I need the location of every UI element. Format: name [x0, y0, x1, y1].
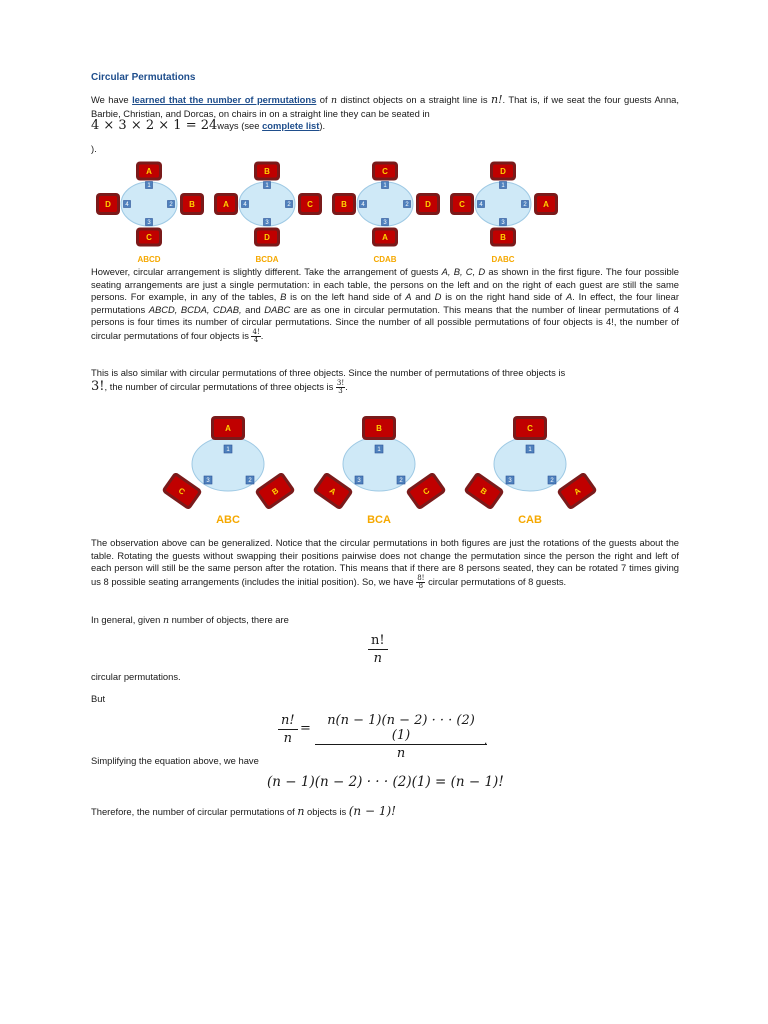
guest-chair [450, 193, 474, 215]
paragraph-circular-permutations: circular permutations. [91, 671, 181, 682]
paragraph-circular [91, 266, 679, 344]
math-n: n [331, 95, 338, 106]
paragraph-generalized [91, 537, 679, 590]
figure-three-seatings [150, 408, 610, 530]
seat-number: 2 [399, 478, 403, 485]
guest-chair [490, 228, 516, 247]
math-n: n [162, 615, 169, 626]
guest-letter: C [527, 424, 533, 433]
text: . [345, 380, 348, 392]
guest-letter: B [500, 233, 506, 242]
seat-number: 1 [265, 183, 269, 190]
text: objects is [304, 806, 349, 817]
formula-n-fact-over-n [368, 633, 388, 666]
frac-num: 4! [252, 327, 260, 336]
seat-number: 3 [265, 220, 269, 227]
guest-letter: B [376, 424, 382, 433]
text: are as one in circular permutation. This means that the number of linear permutations of 4 persons is four times its number of circular permutations. Since the number of all possible permutations of four objects is 4!, the number of circular permutations of four objects is [91, 303, 679, 341]
seat-number: 1 [377, 447, 381, 454]
seat-number: 1 [528, 447, 532, 454]
formula-lhs [278, 713, 298, 746]
formula-expansion [278, 713, 498, 761]
table-caption: CDAB [373, 255, 397, 264]
text: is on the right hand side of [441, 291, 566, 302]
guest-chair [534, 193, 558, 215]
table-caption: DABC [491, 255, 515, 264]
formula-period: . [484, 733, 488, 747]
rhs-den: n [396, 746, 406, 761]
paragraph-intro [91, 94, 679, 133]
guest-letter: C [459, 200, 465, 209]
seat-number: 3 [501, 220, 505, 227]
guest-chair [254, 228, 280, 247]
paragraph-but: But [91, 693, 106, 704]
text: B [280, 291, 287, 302]
guest-letter: D [105, 200, 111, 209]
guest-chair [332, 193, 356, 215]
math-result: (n − 1)! [348, 804, 396, 818]
text: A, B, C, D [441, 266, 486, 277]
frac-num: 8! [417, 573, 425, 582]
figure-four-seatings [90, 160, 570, 268]
guest-letter: D [500, 167, 506, 176]
text: ABCD, BCDA, CDAB, [148, 303, 242, 315]
text: A [565, 291, 573, 302]
text: number of objects, there are [168, 614, 289, 625]
frac-den: 3 [338, 386, 343, 395]
lhs-den: n [283, 731, 292, 746]
guest-letter: A [327, 486, 338, 497]
math-n: n [297, 805, 305, 818]
frac-num: 3! [336, 378, 345, 387]
guest-letter: C [307, 200, 313, 209]
seat-number: 3 [383, 220, 387, 227]
seat-number: 3 [147, 220, 151, 227]
text: ). [319, 120, 326, 131]
text: distinct objects on a straight line is [337, 94, 491, 105]
guest-chair [298, 193, 322, 215]
paragraph-three-objects [91, 367, 679, 395]
guest-letter: C [146, 233, 152, 242]
guest-letter: B [264, 167, 270, 176]
text: In general, given [91, 614, 163, 625]
guest-letter: A [146, 167, 152, 176]
frac-den: 4 [253, 335, 259, 344]
text: and [241, 303, 265, 315]
text: We have [91, 94, 133, 105]
guest-letter: B [189, 200, 195, 209]
seat-number: 4 [125, 202, 129, 209]
lhs-num: n! [278, 713, 298, 730]
guest-letter: A [382, 233, 388, 242]
guest-chair [556, 471, 598, 510]
guest-chair [96, 193, 120, 215]
guest-letter: B [478, 486, 489, 497]
seat-number: 2 [550, 478, 554, 485]
guest-chair [490, 162, 516, 181]
seat-number: 3 [508, 478, 512, 485]
guest-chair [254, 162, 280, 181]
guest-letter: A [572, 486, 583, 497]
seat-number: 3 [206, 478, 210, 485]
guest-chair [513, 416, 547, 440]
guest-letter: B [341, 200, 347, 209]
guest-letter: D [425, 200, 431, 209]
permutations-link[interactable]: learned that the number of permutations [132, 94, 317, 105]
guest-chair [214, 193, 238, 215]
guest-chair [254, 471, 296, 510]
complete-list-link[interactable]: complete list [262, 120, 320, 131]
seating-table [312, 416, 447, 526]
seat-number: 1 [501, 183, 505, 190]
seat-number: 2 [169, 202, 173, 209]
text: , the number of circular permutations of three objects is [104, 380, 336, 392]
equals-sign: = [300, 721, 311, 736]
seat-number: 1 [147, 183, 151, 190]
formula-rhs [315, 713, 487, 761]
text: The observation above can be generalized. Notice that the circular permutations in both figures are just the rotations of the guests about the table. Rotating the guests without swapping their positions pairwise does not change the permutation since the person the right and left of each person will still be the same person after the rotation. This means that if there are 8 persons seated, they can be rotated 7 times giving us 8 possible seating arrangements (includes the initial position). So, we have [91, 537, 679, 587]
rhs-num: n(n − 1)(n − 2) · · · (2)(1) [315, 713, 487, 745]
seating-table [96, 162, 204, 265]
guest-letter: C [176, 486, 187, 497]
text: DABC [264, 303, 291, 315]
seating-table [450, 162, 558, 265]
guest-chair [372, 162, 398, 181]
text: is on the left hand side of [286, 291, 406, 302]
seat-number: 2 [248, 478, 252, 485]
table-caption: ABC [216, 514, 240, 526]
seat-number: 3 [357, 478, 361, 485]
math-n-factorial: n! [491, 93, 503, 106]
guest-letter: C [421, 486, 432, 497]
fraction-4fact-over-4 [251, 329, 260, 344]
paragraph-in-general [91, 614, 679, 628]
seat-number: 1 [383, 183, 387, 190]
seating-table [463, 416, 598, 526]
guest-letter: A [225, 424, 231, 433]
guest-letter: A [223, 200, 229, 209]
seating-table [161, 416, 296, 526]
guest-chair [180, 193, 204, 215]
guest-letter: D [264, 233, 270, 242]
guest-chair [372, 228, 398, 247]
seat-number: 4 [243, 202, 247, 209]
frac-den: 8 [418, 581, 424, 590]
paragraph-therefore [91, 805, 679, 819]
text: Therefore, the number of circular permutations of [91, 806, 298, 817]
text: ways (see [217, 120, 263, 131]
text: circular permutations of 8 guests. [425, 575, 567, 587]
table-caption: ABCD [137, 255, 161, 264]
text: This is also similar with circular permutations of three objects. Since the number of permutations of three objects is [91, 367, 566, 378]
math-3-factorial: 3! [91, 378, 105, 394]
table-caption: CAB [518, 514, 542, 526]
guest-chair [136, 228, 162, 247]
guest-chair [416, 193, 440, 215]
text: of [316, 94, 331, 105]
formula-num: n! [368, 633, 388, 650]
seating-table [332, 162, 440, 265]
guest-chair [211, 416, 245, 440]
guest-chair [136, 162, 162, 181]
text: However, circular arrangement is slightly different. Take the arrangement of guests [91, 266, 442, 277]
guest-letter: C [382, 167, 388, 176]
table-caption: BCDA [255, 255, 279, 264]
text: . [260, 329, 264, 341]
seat-number: 4 [479, 202, 483, 209]
seat-number: 2 [287, 202, 291, 209]
guest-letter: B [270, 486, 281, 497]
fraction-3fact-over-3 [336, 380, 345, 395]
text: D [434, 291, 442, 302]
math-equation: 4 × 3 × 2 × 1 = 24 [91, 118, 218, 133]
formula-den: n [373, 651, 382, 666]
table-caption: BCA [367, 514, 391, 526]
guest-chair [405, 471, 447, 510]
seat-number: 2 [405, 202, 409, 209]
section-title: Circular Permutations [91, 72, 196, 83]
paragraph-simplifying: Simplifying the equation above, we have [91, 755, 259, 766]
text: . In effect, the four linear permutations [91, 291, 679, 315]
text: A [405, 291, 412, 302]
seat-number: 4 [361, 202, 365, 209]
guest-chair [362, 416, 396, 440]
formula-simplified: (n − 1)(n − 2) · · · (2)(1) = (n − 1)! [267, 774, 504, 790]
seating-table [214, 162, 322, 265]
guest-letter: A [543, 200, 549, 209]
seat-number: 1 [226, 447, 230, 454]
text: and [411, 291, 435, 302]
seat-number: 2 [523, 202, 527, 209]
text: . That is, if we seat the four guests Anna, Barbie, Christian, and Dorcas, on chairs in on a straight line they can be seated in [91, 94, 679, 119]
stray-text: ). [91, 143, 97, 154]
text: as shown in the first figure. The four possible seating arrangements are just a single permutation: in each table, the persons on the left and on the right of each guest are still the same persons. For example, in any of the tables, [91, 266, 679, 302]
